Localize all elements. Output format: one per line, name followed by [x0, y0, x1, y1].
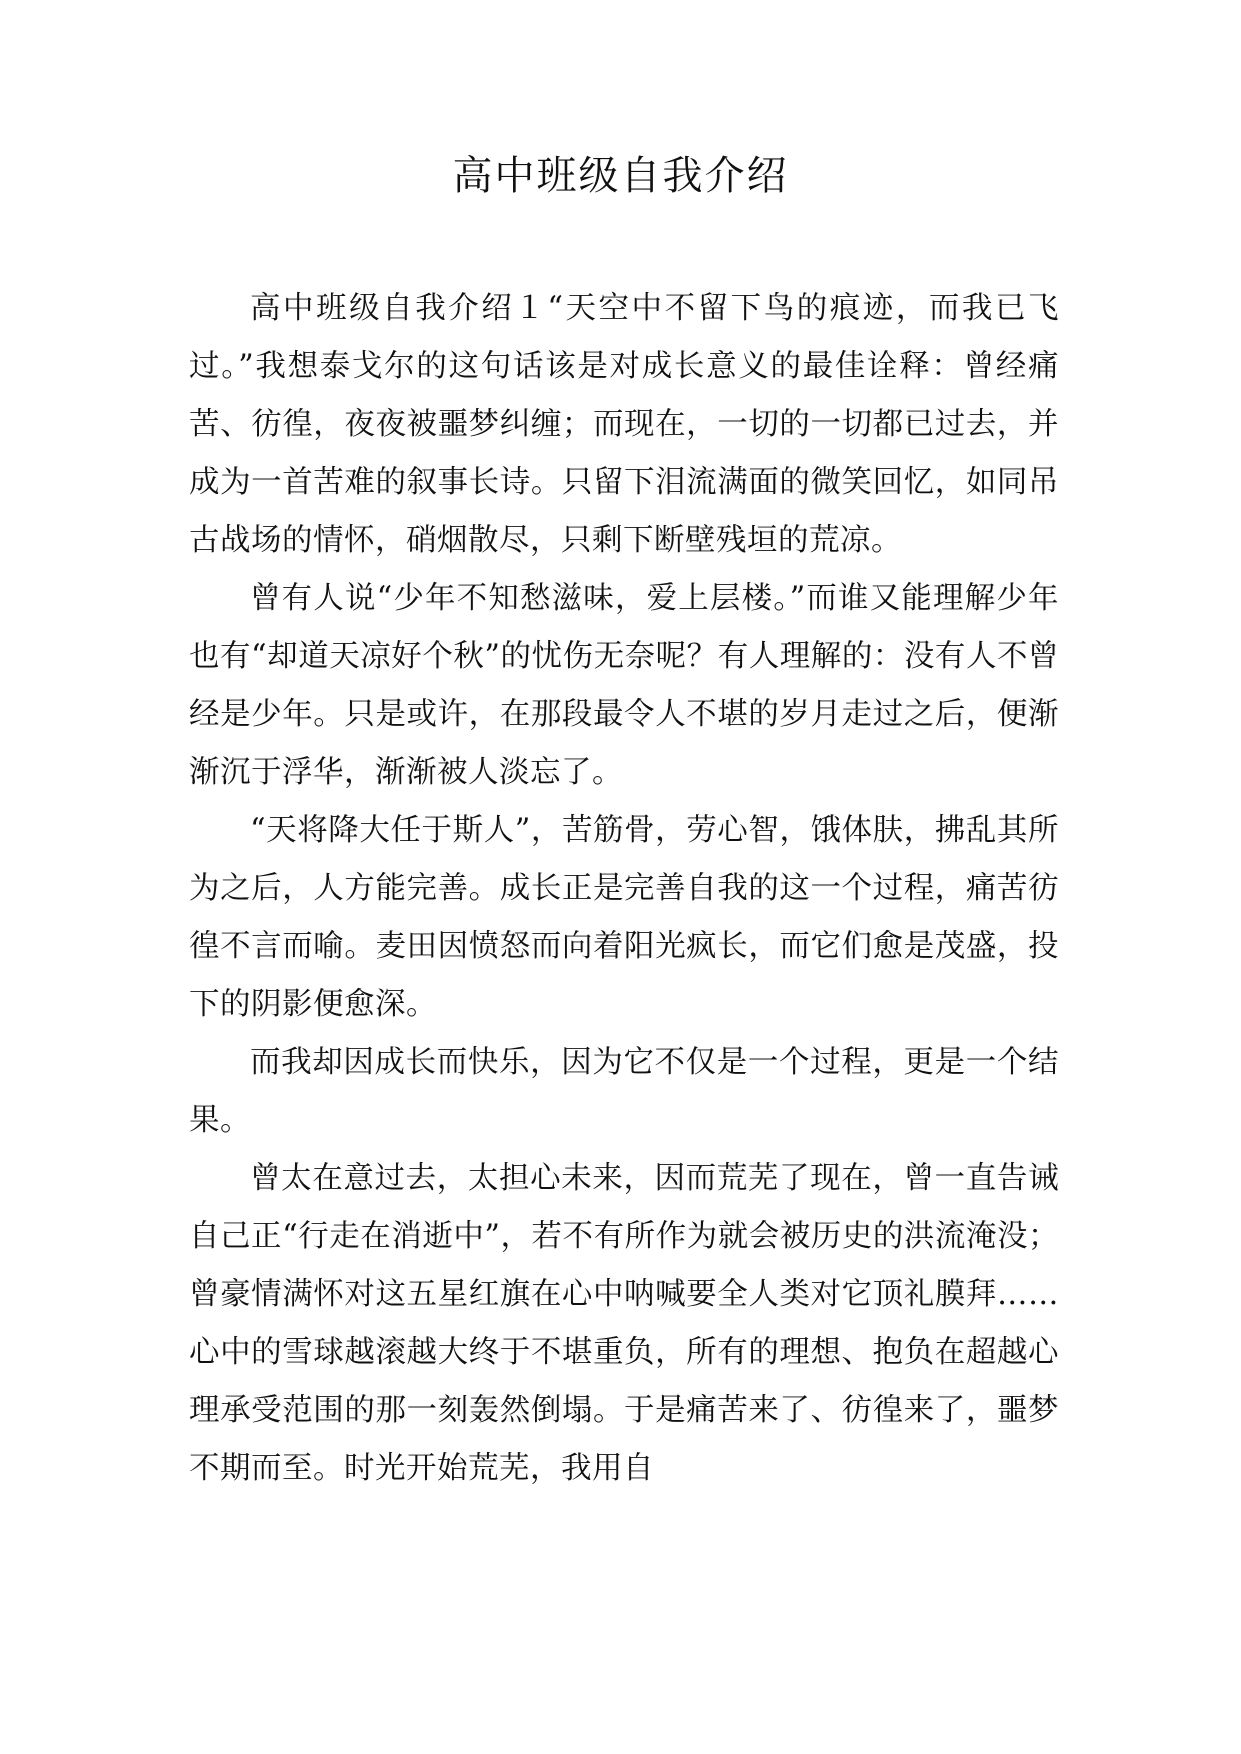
paragraph-3: “天将降大任于斯人”，苦筋骨，劳心智，饿体肤，拂乱其所为之后，人方能完善。成长正是完善自我的这一个过程，痛苦彷徨不言而喻。麦田因愤怒而向着阳光疯长，而它们愈是茂盛，投下的阴影便愈深。 [189, 813, 1059, 1022]
document-title: 高中班级自我介绍 [452, 153, 789, 199]
paragraph-2: 曾有人说“少年不知愁滋味，爱上层楼。”而谁又能理解少年也有“却道天凉好个秋”的忧伤无奈呢？有人理解的：没有人不曾经是少年。只是或许，在那段最令人不堪的岁月走过之后，便渐渐沉于浮华，渐渐被人淡忘了。 [189, 581, 1059, 790]
paragraph-4: 而我却因成长而快乐，因为它不仅是一个过程，更是一个结果。 [189, 1045, 1059, 1138]
paragraph-5: 曾太在意过去，太担心未来，因而荒芜了现在，曾一直告诫自己正“行走在消逝中”，若不有所作为就会被历史的洪流淹没；曾豪情满怀对这五星红旗在心中呐喊要全人类对它顶礼膜拜……心中的雪球越滚越大终于不堪重负，所有的理想、抱负在超越心理承受范围的那一刻轰然倒塌。于是痛苦来了、彷徨来了，噩梦不期而至。时光开始荒芜，我用自 [189, 1161, 1059, 1486]
paragraph-1: 高中班级自我介绍１“天空中不留下鸟的痕迹，而我已飞过。”我想泰戈尔的这句话该是对成长意义的最佳诠释：曾经痛苦、彷徨，夜夜被噩梦纠缠；而现在，一切的一切都已过去，并成为一首苦难的叙事长诗。只留下泪流满面的微笑回忆，如同吊古战场的情怀，硝烟散尽，只剩下断壁残垣的荒凉。 [189, 291, 1059, 558]
document-body [189, 280, 1059, 1498]
